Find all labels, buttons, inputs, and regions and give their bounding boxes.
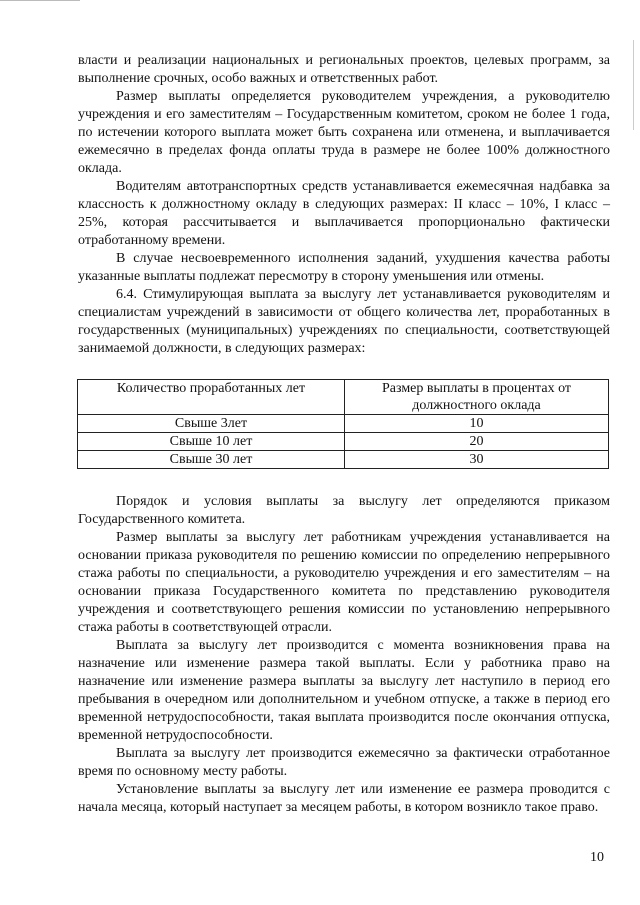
table-cell: 20 <box>345 433 609 451</box>
scan-margin-line <box>633 40 634 130</box>
table-cell: Свыше 10 лет <box>78 433 345 451</box>
table-cell: 10 <box>345 415 609 433</box>
table-header-years: Количество проработанных лет <box>78 380 345 415</box>
table-header-percent: Размер выплаты в процентах от должностного оклада <box>345 380 609 415</box>
paragraph: Установление выплаты за выслугу лет или изменение ее размера проводится с начала месяца, который наступает за месяцем работы, в котором возникло такое право. <box>78 782 610 815</box>
paragraph: Выплата за выслугу лет производится с момента возникновения права на назначение или изменение размера такой выплаты. Если у работника право на назначение или изменение размера выплаты за выслугу лет наступило в период его пребывания в очередном или дополнительном и учебном отпуске, а также в период его временной нетрудоспособности, такая выплата производится после окончания отпуска, временной нетрудоспособности. <box>78 638 610 743</box>
text-block-top <box>78 52 610 358</box>
payment-table <box>77 379 609 469</box>
paragraph: Водителям автотранспортных средств устанавливается ежемесячная надбавка за классность к должностному окладу в следующих размерах: II класс – 10%, I класс – 25%, которая рассчитывается и выплачивается пропорционально фактически отработанному времени. <box>78 179 610 248</box>
paragraph: Выплата за выслугу лет производится ежемесячно за фактически отработанное время по основному месту работы. <box>78 746 610 779</box>
table-cell: Свыше 3лет <box>78 415 345 433</box>
paragraph: В случае несвоевременного исполнения заданий, ухудшения качества работы указанные выплаты подлежат пересмотру в сторону уменьшения или отмены. <box>78 251 610 284</box>
table-cell: Свыше 30 лет <box>78 451 345 469</box>
text-block-bottom <box>78 493 610 817</box>
paragraph: Размер выплаты определяется руководителем учреждения, а руководителю учреждения и его заместителям – Государственным комитетом, сроком не более 1 года, по истечении которого выплата может быть сохранена или отменена, и выплачивается ежемесячно в пределах фонда оплаты труда в размере не более 100% должностного оклада. <box>78 89 610 176</box>
paragraph: Порядок и условия выплаты за выслугу лет определяются приказом Государственного комитета. <box>78 494 610 527</box>
paragraph: Размер выплаты за выслугу лет работникам учреждения устанавливается на основании приказа руководителя по решению комиссии по определению непрерывного стажа работы по специальности, а руководителю учреждения и его заместителям – на основании приказа Государственного комитета по представлению руководителя учреждения и соответствующего решения комиссии по установлению непрерывного стажа работы в соответствующей отрасли. <box>78 530 610 635</box>
table-row <box>78 415 609 433</box>
scan-edge <box>0 0 80 1</box>
page-number: 10 <box>590 850 604 865</box>
paragraph: 6.4. Стимулирующая выплата за выслугу лет устанавливается руководителям и специалистам учреждений в зависимости от общего количества лет, проработанных в государственных (муниципальных) учреждениях по специальности, соответствующей занимаемой должности, в следующих размерах: <box>78 287 610 356</box>
table-header-row <box>78 380 609 415</box>
table-row <box>78 433 609 451</box>
table-cell: 30 <box>345 451 609 469</box>
paragraph: власти и реализации национальных и региональных проектов, целевых программ, за выполнение срочных, особо важных и ответственных работ. <box>78 53 610 86</box>
table-row <box>78 451 609 469</box>
